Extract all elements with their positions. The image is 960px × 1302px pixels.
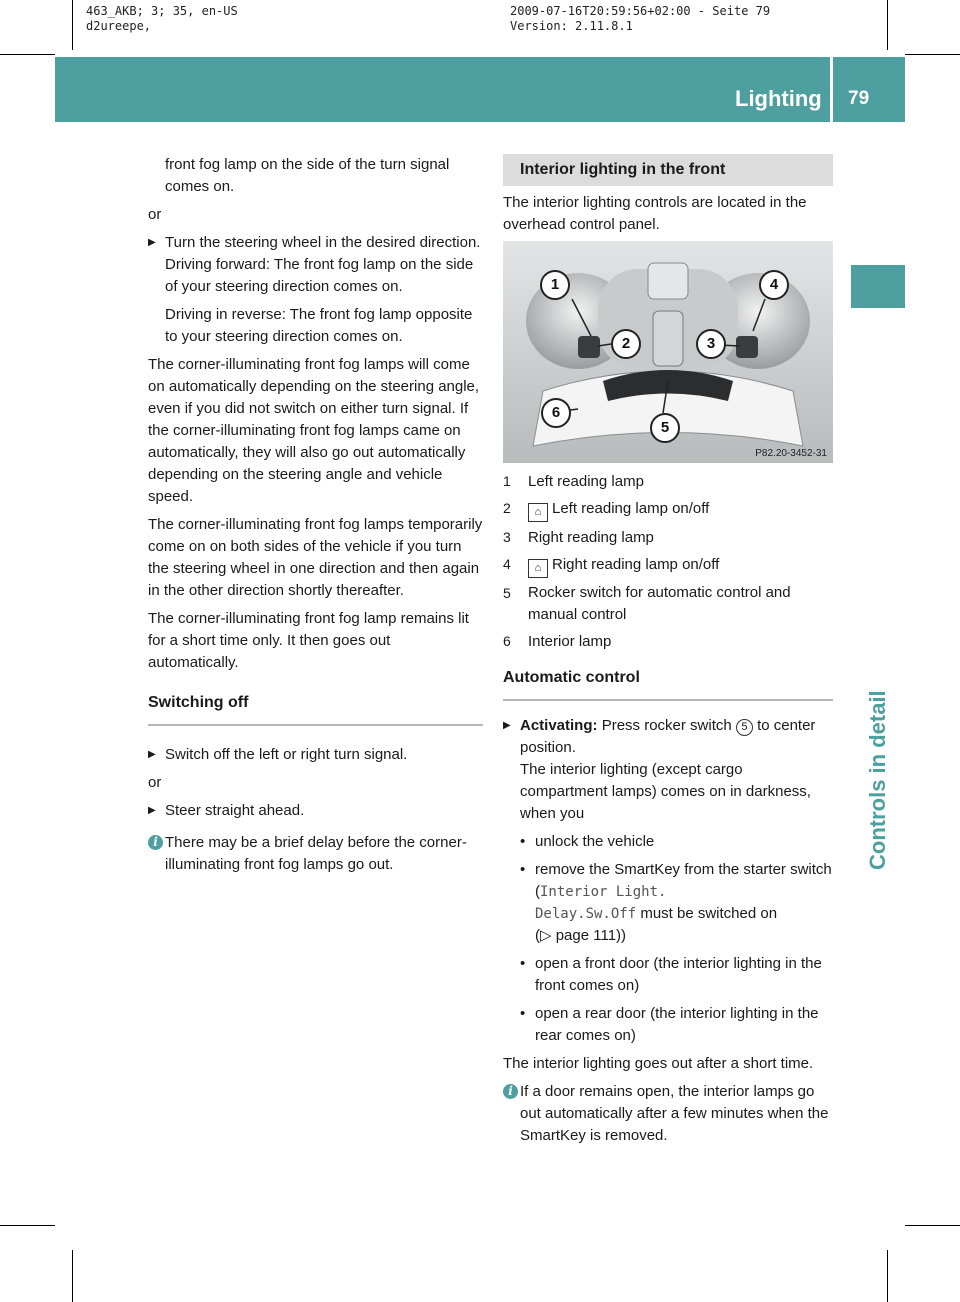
paragraph: The corner-illuminating front fog lamp remains lit for a short time only. It then goes out automatically. — [148, 610, 469, 671]
heading-interior-lighting: Interior lighting in the front — [503, 154, 833, 186]
legend-item — [503, 470, 833, 493]
bullet-icon: • — [520, 861, 526, 878]
paragraph: front fog lamp on the side of the turn signal comes on. — [165, 156, 450, 195]
page-number: 79 — [848, 88, 870, 109]
legend-item — [503, 497, 833, 522]
legend-item — [503, 526, 833, 549]
header-divider — [830, 57, 833, 122]
legend-text: Left reading lamp on/off — [552, 500, 710, 517]
display-message: Interior Light. — [540, 884, 667, 900]
crop-mark — [0, 54, 55, 55]
crop-mark — [72, 0, 73, 50]
left-column — [148, 154, 483, 882]
callout-4: 4 — [759, 270, 789, 300]
activating-text: Press rocker switch — [601, 717, 732, 734]
legend-number: 4 — [503, 556, 511, 572]
bullet-text: remove the SmartKey from the starter switch ( — [535, 861, 832, 900]
right-column — [503, 154, 833, 242]
step-text — [520, 715, 833, 759]
bullet-item — [503, 859, 833, 947]
reference-number: 5 — [736, 719, 753, 736]
crop-mark — [72, 1250, 73, 1302]
instruction-step — [148, 800, 483, 822]
side-tab-label: Controls in detail — [865, 690, 890, 870]
side-tab — [852, 330, 904, 870]
step-arrow-icon: ▶ — [503, 720, 511, 731]
legend-text: Left reading lamp — [528, 473, 644, 490]
info-text: There may be a brief delay before the corner-illuminating front fog lamps go out. — [165, 834, 467, 873]
side-tab-marker — [851, 265, 905, 308]
reading-lamp-icon: ⌂ — [528, 503, 548, 522]
step-text: Switch off the left or right turn signal. — [165, 746, 408, 763]
legend-number: 6 — [503, 633, 511, 649]
info-note — [503, 1081, 833, 1147]
step-text: Steer straight ahead. — [165, 802, 305, 819]
print-meta-right — [510, 4, 770, 34]
crop-mark — [905, 54, 960, 55]
instruction-step — [148, 232, 483, 348]
callout-3: 3 — [696, 329, 726, 359]
legend-text: Right reading lamp on/off — [552, 556, 720, 573]
bullet-item — [503, 953, 833, 997]
bullet-item — [503, 1003, 833, 1047]
or-text: or — [148, 774, 162, 791]
legend-number: 3 — [503, 529, 511, 545]
instruction-step — [148, 744, 483, 766]
legend-item — [503, 582, 833, 626]
legend-number: 1 — [503, 473, 511, 489]
bullet-item — [503, 831, 833, 853]
step-text: The interior lighting (except cargo compartment lamps) comes on in darkness, when you — [520, 761, 811, 822]
page-reference: (▷ page 111)) — [535, 927, 627, 944]
legend-number: 2 — [503, 500, 511, 516]
bullet-text: must be switched on — [636, 905, 778, 922]
bullet-text: unlock the vehicle — [535, 833, 655, 850]
figure-code: P82.20-3452-31 — [755, 448, 827, 459]
reading-lamp-icon: ⌂ — [528, 559, 548, 578]
paragraph: The corner-illuminating front fog lamps temporarily come on on both sides of the vehicle if you turn the steering wheel in one direction and then again in the other direction shortly thereafter. — [148, 516, 483, 599]
bullet-text: open a front door (the interior lighting in the front comes on) — [535, 955, 822, 994]
print-meta-line: 463_AKB; 3; 35, en-US — [86, 4, 238, 18]
crop-mark — [905, 1225, 960, 1226]
or-text: or — [148, 206, 162, 223]
activating-text: to center position. — [520, 717, 816, 756]
step-text: Driving forward: The front fog lamp on the side of your steering direction comes on. — [165, 256, 474, 295]
callout-6: 6 — [541, 398, 571, 428]
crop-mark — [0, 1225, 55, 1226]
crop-mark — [887, 1250, 888, 1302]
heading-automatic-control: Automatic control — [503, 667, 833, 701]
paragraph: The interior lighting controls are located in the overhead control panel. — [503, 194, 807, 233]
heading-switching-off: Switching off — [148, 692, 483, 726]
step-text: Turn the steering wheel in the desired direction. — [165, 234, 481, 251]
bullet-text: open a rear door (the interior lighting in the rear comes on) — [535, 1005, 819, 1044]
overhead-control-panel-figure — [503, 241, 833, 463]
print-meta-line: 2009-07-16T20:59:56+02:00 - Seite 79 — [510, 4, 771, 18]
callout-5: 5 — [650, 413, 680, 443]
info-note — [148, 832, 483, 876]
legend-item — [503, 630, 833, 653]
bullet-icon: • — [520, 833, 526, 850]
info-text: If a door remains open, the interior lamps go out automatically after a few minutes when the SmartKey is removed. — [520, 1083, 829, 1144]
callout-2: 2 — [611, 329, 641, 359]
bullet-icon: • — [520, 955, 526, 972]
callout-1: 1 — [540, 270, 570, 300]
legend-text: Right reading lamp — [528, 529, 654, 546]
print-meta-line: d2ureepe, — [86, 19, 152, 33]
bullet-icon: • — [520, 1005, 526, 1022]
right-column-lower — [503, 470, 833, 1153]
section-title: Lighting — [735, 86, 822, 111]
info-icon: i — [148, 835, 163, 850]
print-meta-left — [86, 4, 238, 34]
print-meta-line: Version: 2.11.8.1 — [510, 19, 633, 33]
paragraph: The corner-illuminating front fog lamps will come on automatically depending on the steering angle, even if you did not switch on either turn signal. If the corner-illuminating front fog lamps came on automatically, they will also go out automatically depending on the steering angle and vehicle speed. — [148, 356, 480, 505]
paragraph: The interior lighting goes out after a short time. — [503, 1055, 814, 1072]
step-arrow-icon: ▶ — [148, 237, 156, 248]
legend-number: 5 — [503, 585, 511, 601]
legend-text: Interior lamp — [528, 633, 612, 650]
step-arrow-icon: ▶ — [148, 749, 156, 760]
activating-label: Activating: — [520, 717, 598, 734]
step-arrow-icon: ▶ — [148, 805, 156, 816]
info-icon: i — [503, 1084, 518, 1099]
legend-text: Rocker switch for automatic control and manual control — [528, 584, 791, 623]
legend-item — [503, 553, 833, 578]
step-text: Driving in reverse: The front fog lamp opposite to your steering direction comes on. — [165, 306, 473, 345]
instruction-step — [503, 715, 833, 825]
crop-mark — [887, 0, 888, 50]
display-message: Delay.Sw.Off — [535, 906, 637, 922]
